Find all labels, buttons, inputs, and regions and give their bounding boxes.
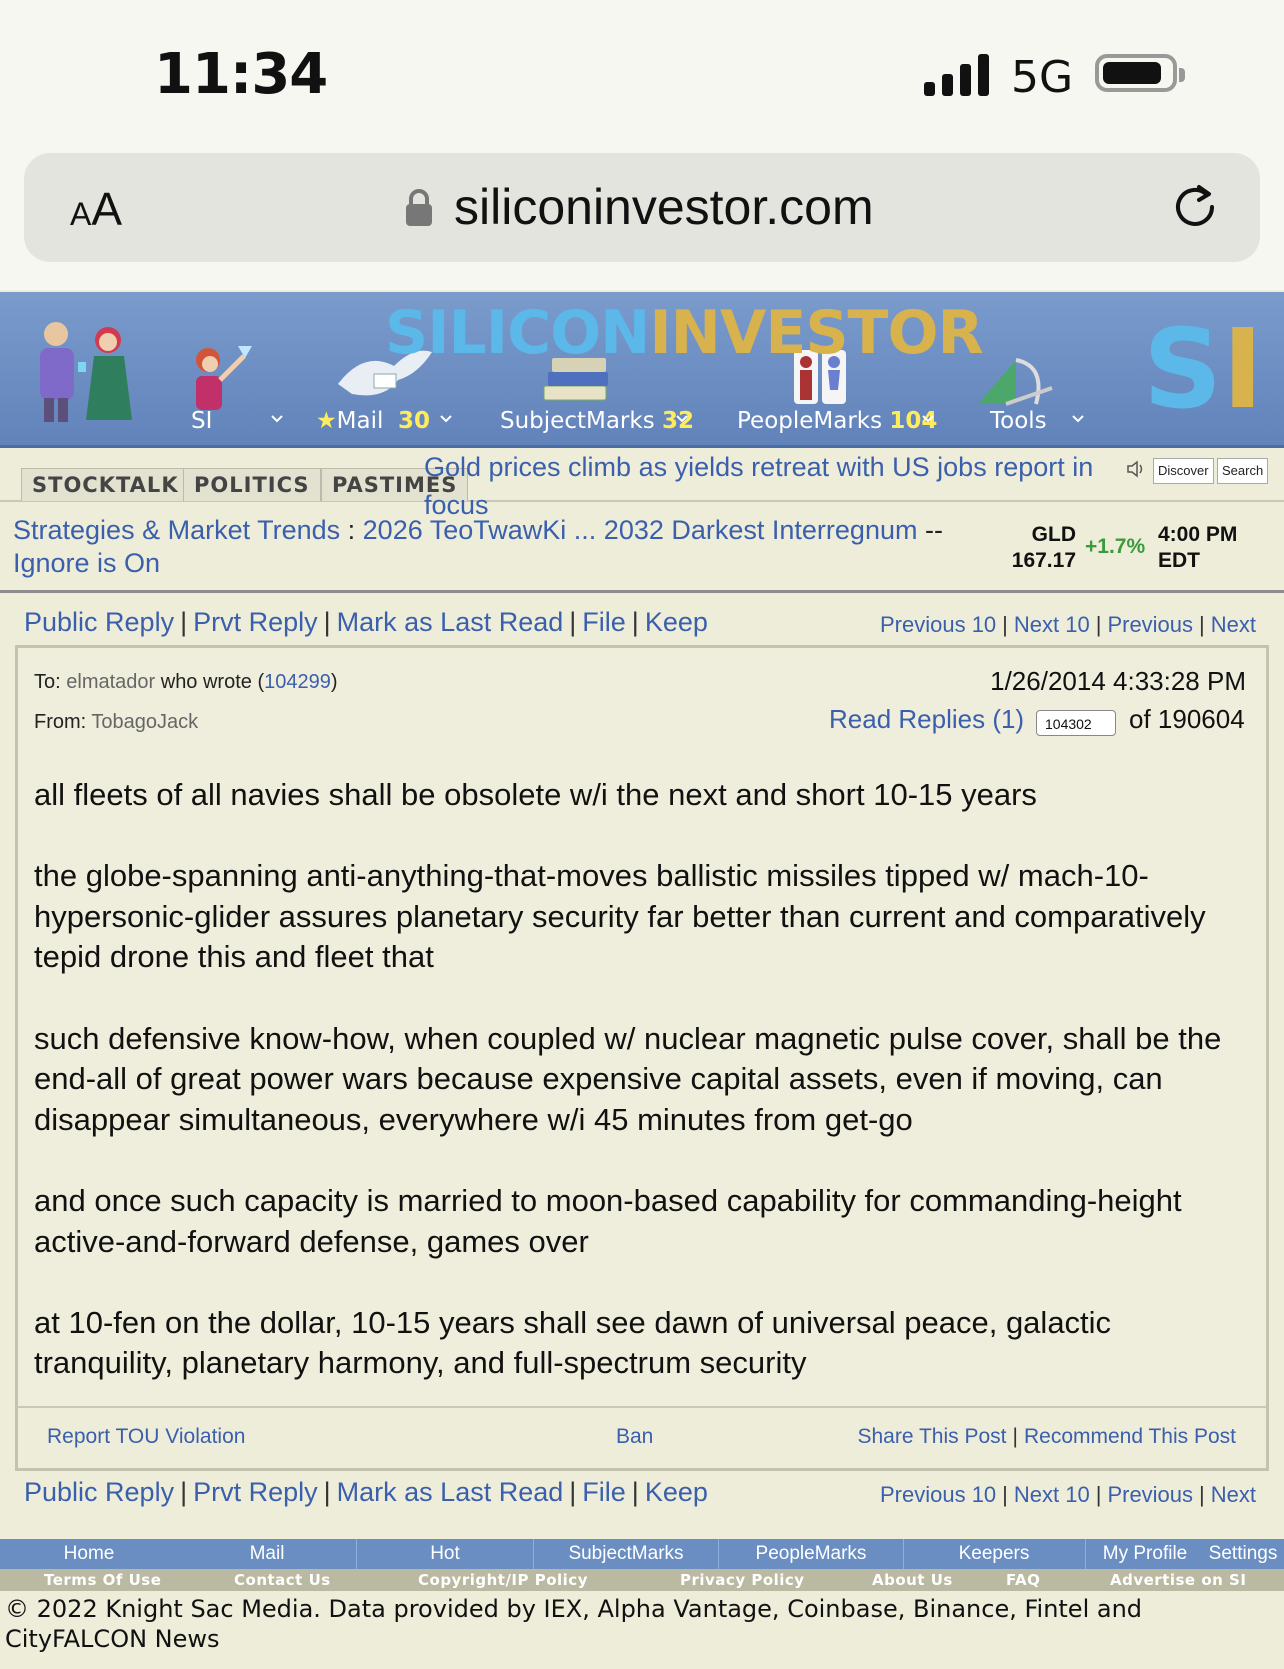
network-type: 5G [1011,52,1074,103]
post-actions-top: Public Reply | Prvt Reply | Mark as Last Read | File | Keep [24,607,708,637]
speaker-icon[interactable] [1125,458,1147,480]
file-link[interactable]: File [582,607,626,637]
chevron-down-icon[interactable] [675,412,689,426]
si-logo[interactable]: SI [1143,305,1264,433]
footer-terms-link[interactable]: Terms Of Use [44,1571,162,1589]
nav-peoplemarks[interactable]: PeopleMarks 104 [737,408,938,434]
post-paragraph: and once such capacity is married to moon-based capability for commanding-height active-and-forward defense, games over [34,1182,1182,1259]
tools-image [976,352,1054,406]
mark-last-read-link[interactable]: Mark as Last Read [336,607,564,637]
footer-copyright-link[interactable]: Copyright/IP Policy [418,1571,588,1589]
share-post-link[interactable]: Share This Post [857,1425,1007,1448]
post-paragraph: at 10-fen on the dollar, 10-15 years shall see dawn of universal peace, galactic tranquility, planetary harmony, and full-spectrum security [34,1304,1112,1381]
clock: 11:34 [154,42,328,107]
bottom-nav-my-profile[interactable]: My Profile [1102,1543,1188,1564]
bottom-nav-settings[interactable]: Settings [1208,1543,1278,1564]
tab-stocktalk[interactable]: STOCKTALK [21,468,190,501]
file-link[interactable]: File [582,1477,626,1507]
quote-symbol-price[interactable]: GLD 167.17 [1011,523,1076,572]
board-link[interactable]: Strategies & Market Trends [13,515,341,545]
report-violation-link[interactable]: Report TOU Violation [47,1425,246,1448]
footer-advertise-link[interactable]: Advertise on SI [1110,1571,1247,1589]
reload-icon[interactable] [1168,180,1222,234]
read-replies-link[interactable]: Read Replies (1) [829,704,1025,734]
chevron-down-icon[interactable] [1071,412,1085,426]
next-10-link[interactable]: Next 10 [1013,1482,1090,1507]
divider [718,1539,719,1569]
site-logo[interactable]: SILICONINVESTOR [385,298,983,368]
bottom-nav-home[interactable]: Home [63,1543,115,1564]
nav-tools[interactable]: Tools [990,408,1047,434]
chevron-down-icon[interactable] [921,412,935,426]
copyright-text: © 2022 Knight Sac Media. Data provided by IEX, Alpha Vantage, Coinbase, Binance, Fintel and CityFALCON News [5,1595,1143,1653]
discover-button[interactable]: Discover [1153,458,1214,484]
search-button[interactable]: Search [1217,458,1268,484]
bottom-nav-mail[interactable]: Mail [249,1543,285,1564]
recommend-post-link[interactable]: Recommend This Post [1023,1425,1236,1448]
footer-links [0,1569,1284,1591]
bottom-nav-hot[interactable]: Hot [430,1543,460,1564]
post-paragraph: all fleets of all navies shall be obsolete w/i the next and short 10-15 years [34,777,1037,812]
footer-privacy-link[interactable]: Privacy Policy [680,1571,805,1589]
post-from-line: From: TobagoJack [34,711,199,733]
post-navigation-top: Previous 10 | Next 10 | Previous | Next [879,612,1256,637]
previous-10-link[interactable]: Previous 10 [879,1482,997,1507]
from-user-link[interactable]: TobagoJack [91,711,199,733]
post-body [34,775,1244,1425]
private-reply-link[interactable]: Prvt Reply [193,1477,318,1507]
ticker-headline[interactable]: Gold prices climb as yields retreat with US jobs report in focus [424,452,1094,520]
next-10-link[interactable]: Next 10 [1013,612,1090,637]
bottom-nav-peoplemarks[interactable]: PeopleMarks [755,1543,867,1564]
footer-contact-link[interactable]: Contact Us [234,1571,331,1589]
divider [533,1539,534,1569]
footer-faq-link[interactable]: FAQ [1006,1571,1041,1589]
public-reply-link[interactable]: Public Reply [24,607,175,637]
star-icon: ★ [316,408,337,434]
couple-figures-image [28,312,138,424]
post-paragraph: the globe-spanning anti-anything-that-moves ballistic missiles tipped w/ mach-10-hypersonic-glider assures planetary security far better than current and comparatively tepid drone this and fleet that [34,858,1206,975]
signal-icon [924,54,990,96]
ignore-link[interactable]: Ignore is On [13,548,161,578]
url-text[interactable]: siliconinvestor.com [454,179,874,235]
divider [0,590,1284,593]
to-user-link[interactable]: elmatador [66,671,156,693]
quote-time: 4:00 PM EDT [1158,523,1238,572]
share-recommend-links: Share This Post | Recommend This Post [857,1425,1236,1448]
message-total: of 190604 [1129,704,1245,734]
tab-pastimes[interactable]: PASTIMES [321,468,468,501]
previous-link[interactable]: Previous [1107,1482,1194,1507]
next-link[interactable]: Next [1210,1482,1256,1507]
lock-icon [404,189,434,227]
chevron-down-icon[interactable] [270,412,284,426]
bottom-nav-subjectmarks[interactable]: SubjectMarks [568,1543,684,1564]
post-actions-bottom: Public Reply | Prvt Reply | Mark as Last Read | File | Keep [24,1477,708,1507]
public-reply-link[interactable]: Public Reply [24,1477,175,1507]
private-reply-link[interactable]: Prvt Reply [193,607,318,637]
post-footer-divider [17,1406,1267,1408]
previous-link[interactable]: Previous [1107,612,1194,637]
bottom-nav-keepers[interactable]: Keepers [958,1543,1030,1564]
nav-si[interactable]: SI [191,408,213,434]
si-mascot-image [186,342,256,412]
divider [356,1539,357,1569]
breadcrumb: Strategies & Market Trends : 2026 TeoTwawKi ... 2032 Darkest Interregnum -- Ignore is On [13,515,943,578]
topic-link[interactable]: 2026 TeoTwawKi ... 2032 Darkest Interregnum [362,515,918,545]
mark-last-read-link[interactable]: Mark as Last Read [336,1477,564,1507]
tab-politics[interactable]: POLITICS [183,468,321,501]
post-date: 1/26/2014 4:33:28 PM [990,666,1246,696]
ban-link[interactable]: Ban [616,1425,654,1448]
next-link[interactable]: Next [1210,612,1256,637]
divider [1085,1539,1086,1569]
reply-to-link[interactable]: 104299 [264,671,331,693]
reader-options-button[interactable]: AA [70,183,123,235]
post-to-line: To: elmatador who wrote (104299) [34,671,338,693]
chevron-down-icon[interactable] [439,412,453,426]
post-paragraph: such defensive know-how, when coupled w/ nuclear magnetic pulse cover, shall be the end-all of great power wars because expensive capital assets, even if moving, can disappear simultaneous, everywhere w/i 45 minutes from get-go [34,1020,1222,1137]
nav-mail[interactable]: ★Mail 30 [316,408,430,434]
divider [903,1539,904,1569]
previous-10-link[interactable]: Previous 10 [879,612,997,637]
message-number-input[interactable]: 104302 [1036,710,1116,736]
keep-link[interactable]: Keep [644,1477,708,1507]
keep-link[interactable]: Keep [644,607,708,637]
post-navigation-bottom: Previous 10 | Next 10 | Previous | Next [879,1482,1256,1507]
battery-icon [1095,54,1177,92]
footer-about-link[interactable]: About Us [872,1571,953,1589]
nav-subjectmarks[interactable]: SubjectMarks 32 [500,408,695,434]
quote-change: +1.7% [1085,535,1146,558]
